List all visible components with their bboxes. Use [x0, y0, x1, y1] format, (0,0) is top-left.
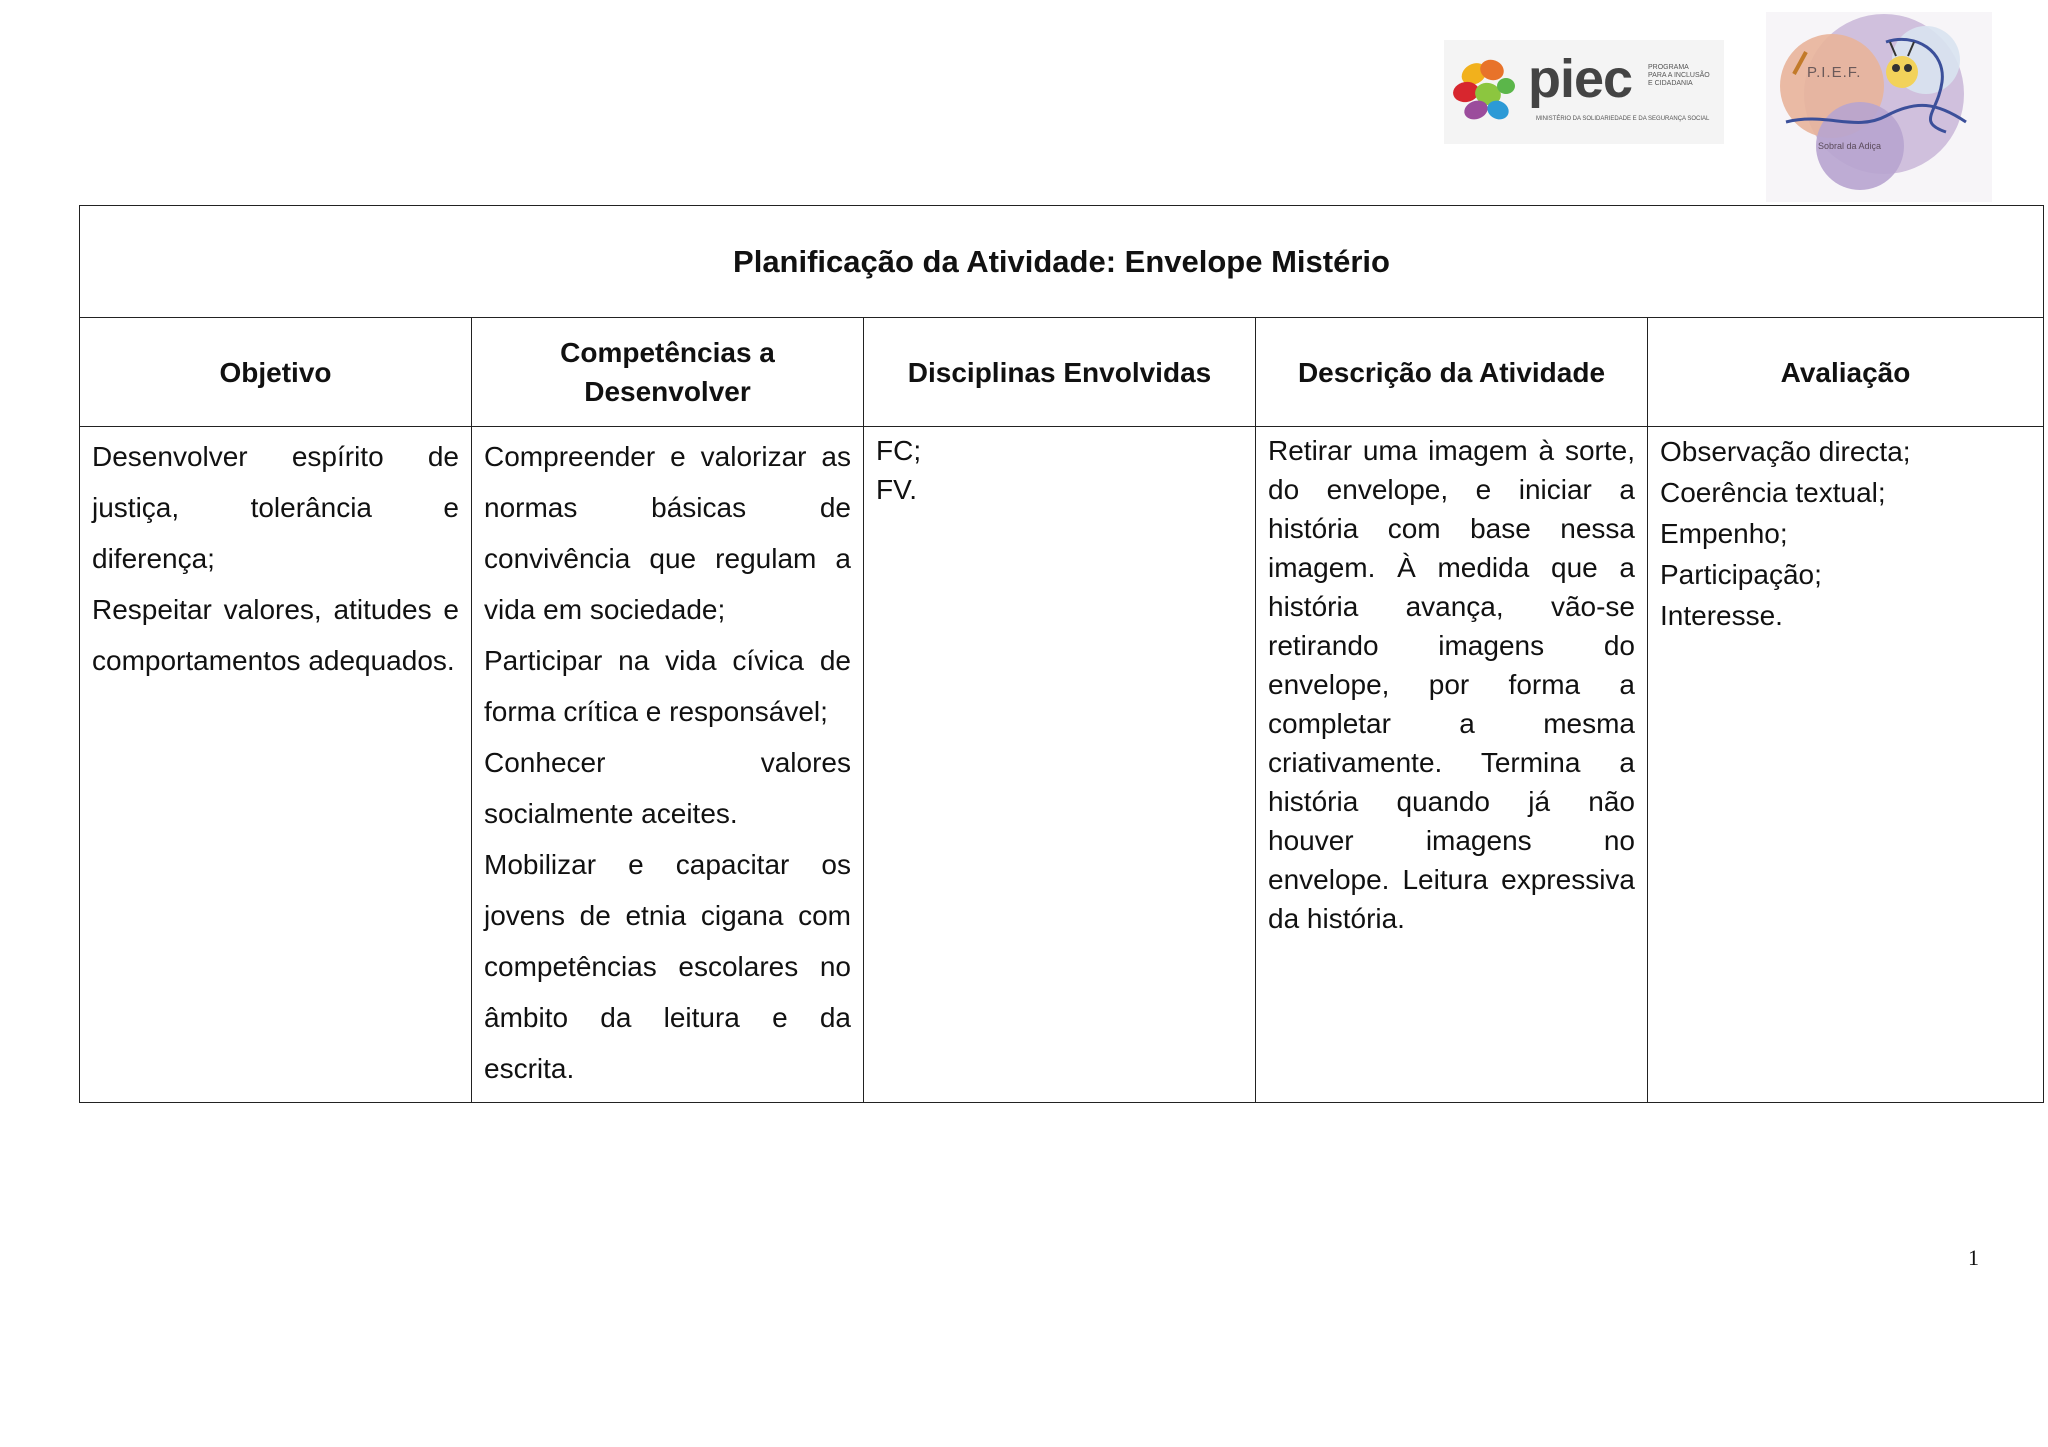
avaliacao-item: Empenho;	[1660, 518, 1788, 549]
column-header-disciplinas: Disciplinas Envolvidas	[864, 318, 1256, 427]
disciplina-item: FV.	[876, 474, 917, 505]
column-header-descricao: Descrição da Atividade	[1256, 318, 1648, 427]
piec-logo	[1444, 40, 1724, 144]
avaliacao-item: Interesse.	[1660, 600, 1783, 631]
piec-wordmark: piec	[1528, 49, 1633, 109]
content-row	[80, 427, 2044, 1103]
pief-subtitle: Sobral da Adiça	[1818, 141, 1882, 151]
cell-competencias	[472, 427, 864, 1103]
header-row	[80, 318, 2044, 427]
table-title: Planificação da Atividade: Envelope Mistério	[80, 206, 2044, 318]
cell-avaliacao	[1648, 427, 2044, 1103]
pief-logo	[1766, 12, 1992, 202]
cell-disciplinas	[864, 427, 1256, 1103]
column-header-avaliacao: Avaliação	[1648, 318, 2044, 427]
competencia-item: Compreender e valorizar as normas básicas de convivência que regulam a vida em sociedade;	[484, 441, 851, 625]
column-header-competencias	[472, 318, 864, 427]
pief-title: P.I.E.F.	[1807, 64, 1862, 81]
avaliacao-item: Observação directa;	[1660, 436, 1911, 467]
hands-icon	[1451, 56, 1515, 122]
column-header-objetivo: Objetivo	[80, 318, 472, 427]
piec-ministry: MINISTÉRIO DA SOLIDARIEDADE E DA SEGURANÇA SOCIAL	[1536, 116, 1710, 122]
objetivo-item: Desenvolver espírito de justiça, tolerância e diferença;	[92, 441, 459, 574]
piec-tagline-line: PARA A INCLUSÃO	[1648, 72, 1710, 79]
disciplina-item: FC;	[876, 435, 922, 466]
competencia-item: Conhecer valores socialmente aceites.	[484, 747, 851, 829]
piec-tagline-line: PROGRAMA	[1648, 64, 1689, 71]
activity-plan-table	[79, 205, 2044, 1103]
competencia-item: Mobilizar e capacitar os jovens de etnia cigana com competências escolares no âmbito da leitura e da escrita.	[484, 849, 851, 1084]
cell-objetivo	[80, 427, 472, 1103]
cell-descricao	[1256, 427, 1648, 1103]
objetivo-item: Respeitar valores, atitudes e comportamentos adequados.	[92, 594, 459, 676]
avaliacao-item: Coerência textual;	[1660, 477, 1886, 508]
piec-tagline	[1648, 64, 1710, 88]
page-number: 1	[1968, 1245, 1979, 1270]
descricao-text: Retirar uma imagem à sorte, do envelope, e iniciar a história com base nessa imagem. À medida que a história avança, vão-se retirando imagens do envelope, por forma a completar a mesma criativamente. Termina a história quando já não houver imagens no envelope. Leitura expressiva da história.	[1268, 435, 1635, 934]
piec-tagline-line: E CIDADANIA	[1648, 80, 1693, 87]
competencia-item: Participar na vida cívica de forma crítica e responsável;	[484, 645, 851, 727]
avaliacao-item: Participação;	[1660, 559, 1822, 590]
column-header-competencias-text: Competências a Desenvolver	[560, 337, 775, 407]
